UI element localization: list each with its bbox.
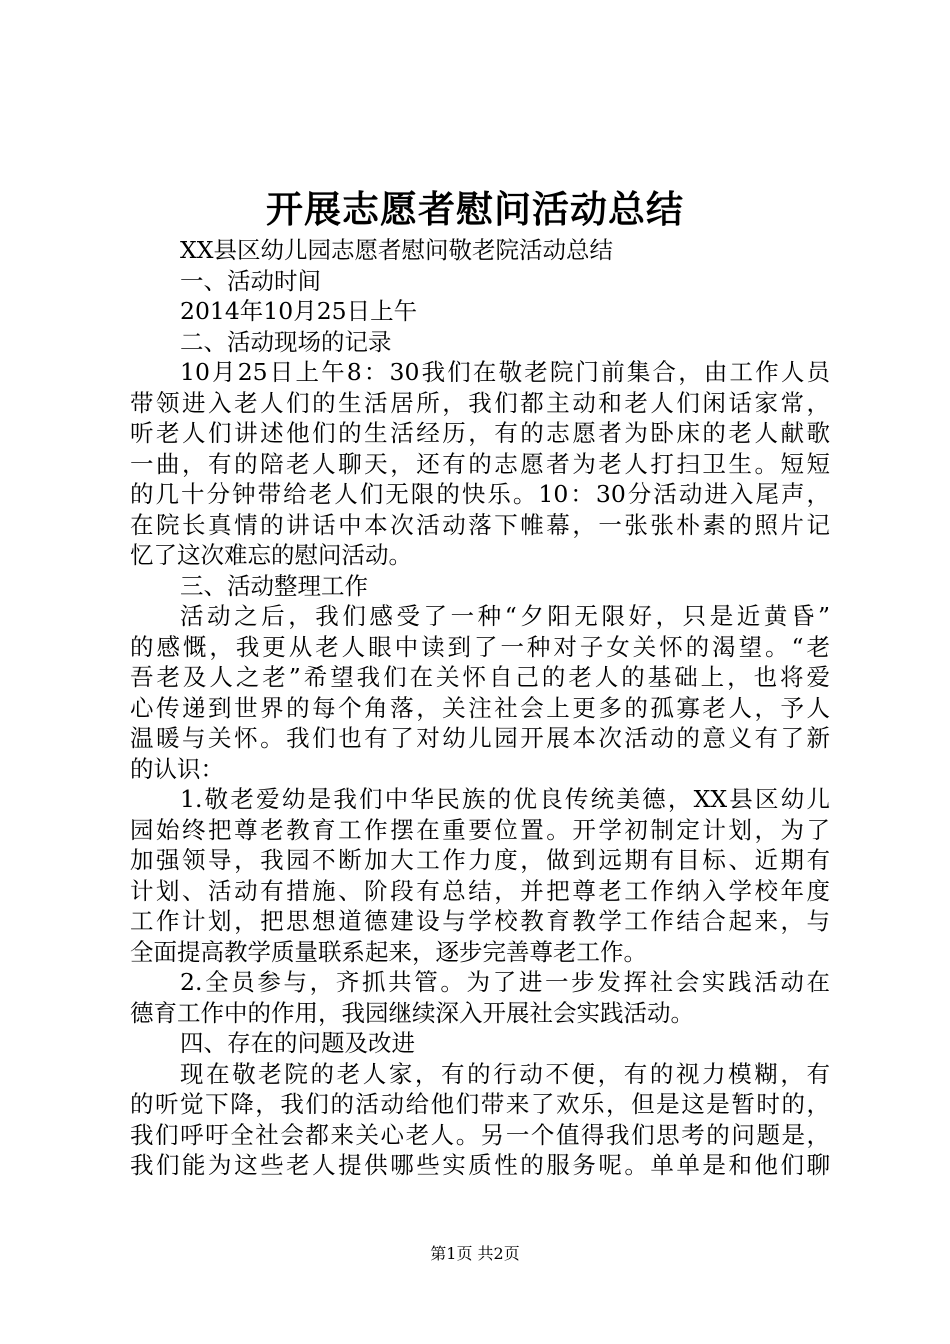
body-line: 工作计划，把思想道德建设与学校教育教学工作结合起来，与	[130, 907, 830, 935]
body-line: 在院长真情的讲话中本次活动落下帷幕，一张张朴素的照片记	[130, 510, 830, 539]
body-line: 加强领导，我园不断加大工作力度，做到远期有目标、近期有	[130, 846, 830, 874]
body-line: 全面提高教学质量联系起来，逐步完善尊老工作。	[130, 937, 647, 966]
body-line: 一曲，有的陪老人聊天，还有的志愿者为老人打扫卫生。短短	[130, 449, 830, 478]
body-line: XX县区幼儿园志愿者慰问敬老院活动总结	[180, 236, 613, 264]
body-line: 吾老及人之老”希望我们在关怀自己的老人的基础上，也将爱	[130, 663, 830, 691]
document-body	[130, 235, 830, 1181]
body-line: 的感慨，我更从老人眼中读到了一种对子女关怀的渴望。“老	[130, 632, 830, 661]
body-line: 二、活动现场的记录	[180, 327, 392, 356]
body-line: 1.敬老爱幼是我们中华民族的优良传统美德，XX县区幼儿	[180, 785, 830, 813]
body-line: 带领进入老人们的生活居所，我们都主动和老人们闲话家常，	[130, 388, 830, 417]
body-line: 我们呼吁全社会都来关心老人。另一个值得我们思考的问题是，	[130, 1120, 830, 1149]
body-line: 2.全员参与，齐抓共管。为了进一步发挥社会实践活动在	[180, 968, 830, 996]
body-line: 的几十分钟带给老人们无限的快乐。10：30分活动进入尾声，	[130, 480, 830, 508]
body-line: 我们能为这些老人提供哪些实质性的服务呢。单单是和他们聊	[130, 1151, 830, 1179]
body-line: 活动之后，我们感受了一种“夕阳无限好，只是近黄昏”	[180, 602, 830, 630]
body-line: 听老人们讲述他们的生活经历，有的志愿者为卧床的老人献歌	[130, 419, 830, 447]
body-line: 园始终把尊老教育工作摆在重要位置。开学初制定计划，为了	[130, 815, 830, 844]
document-title: 开展志愿者慰问活动总结	[266, 187, 684, 231]
body-line: 三、活动整理工作	[180, 571, 368, 600]
body-line: 四、存在的问题及改进	[180, 1029, 415, 1057]
body-line: 德育工作中的作用，我园继续深入开展社会实践活动。	[130, 998, 694, 1027]
body-line: 一、活动时间	[180, 266, 321, 295]
body-line: 温暖与关怀。我们也有了对幼儿园开展本次活动的意义有了新	[130, 724, 830, 752]
body-line: 的认识：	[130, 754, 224, 783]
body-line: 忆了这次难忘的慰问活动。	[130, 541, 412, 569]
body-line: 10月25日上午8：30我们在敬老院门前集合，由工作人员	[180, 358, 830, 386]
body-line: 心传递到世界的每个角落，关注社会上更多的孤寡老人，予人	[130, 693, 830, 722]
body-line: 2014年10月25日上午	[180, 297, 418, 325]
body-line: 的听觉下降，我们的活动给他们带来了欢乐，但是这是暂时的，	[130, 1090, 830, 1118]
body-line: 计划、活动有措施、阶段有总结，并把尊老工作纳入学校年度	[130, 876, 830, 905]
page-footer: 第1页 共2页	[430, 1244, 520, 1263]
body-line: 现在敬老院的老人家，有的行动不便，有的视力模糊，有	[180, 1059, 830, 1088]
